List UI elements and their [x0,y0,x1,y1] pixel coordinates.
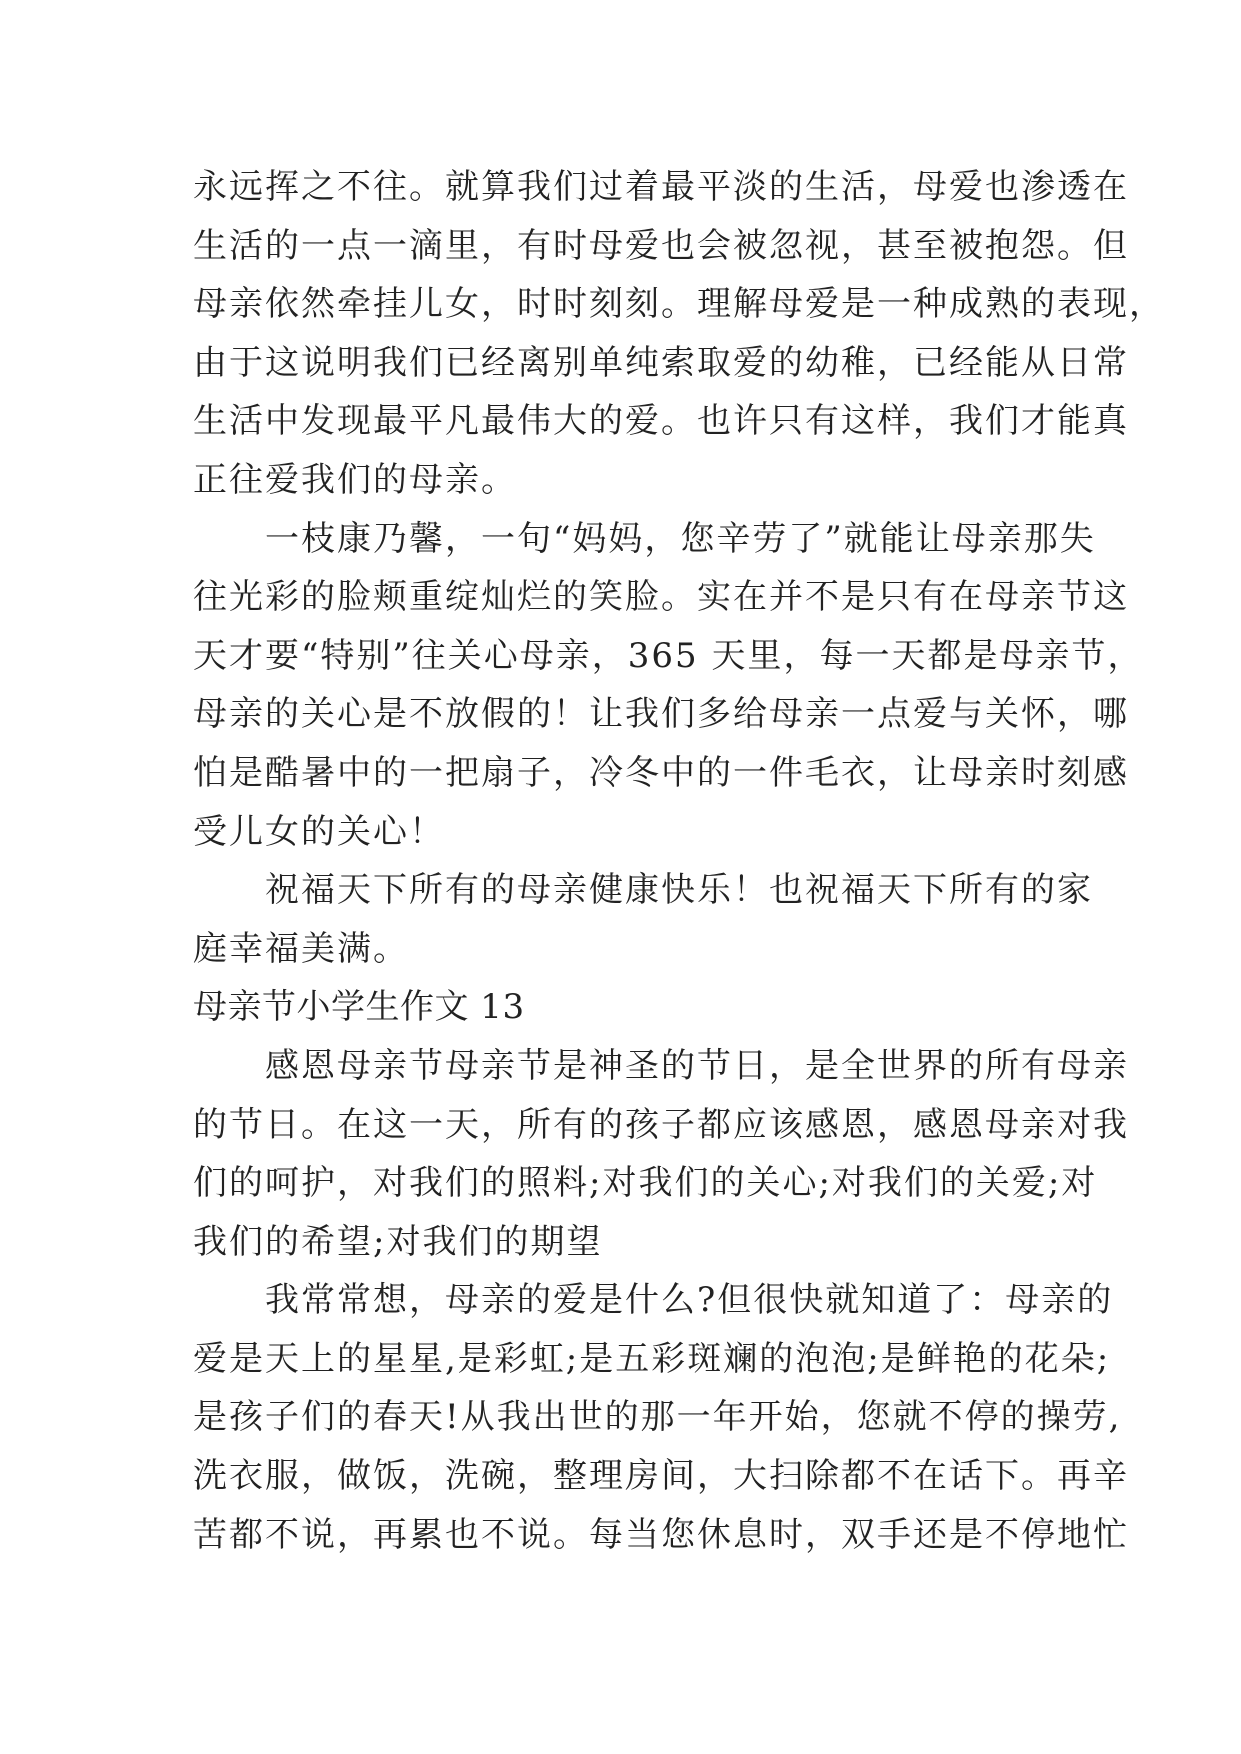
body-text-line: 苦都不说，再累也不说。每当您休息时，双手还是不停地忙 [193,1514,1129,1555]
body-text-line: 生活中发现最平凡最伟大的爱。也许只有这样，我们才能真 [193,401,1129,442]
body-text-line: 由于这说明我们已经离别单纯索取爱的幼稚，已经能从日常 [193,342,1129,383]
body-text-line: 往光彩的脸颊重绽灿烂的笑脸。实在并不是只有在母亲节这 [193,577,1129,618]
body-text-line: 感恩母亲节母亲节是神圣的节日，是全世界的所有母亲 [193,1045,1129,1086]
body-text-line: 天才要“特别”往关心母亲，365 天里，每一天都是母亲节， [193,635,1144,676]
body-text-line: 庭幸福美满。 [193,928,409,969]
body-text-line: 受儿女的关心！ [193,811,445,852]
body-text-line: 怕是酷暑中的一把扇子，冷冬中的一件毛衣，让母亲时刻感 [193,752,1129,793]
body-text-line: 一枝康乃馨，一句“妈妈，您辛劳了”就能让母亲那失 [193,518,1096,559]
body-text-line: 生活的一点一滴里，有时母爱也会被忽视，甚至被抱怨。但 [193,225,1129,266]
body-text-line: 的节日。在这一天，所有的孩子都应该感恩，感恩母亲对我 [193,1104,1129,1145]
body-text-line: 们的呵护，对我们的照料;对我们的关心;对我们的关爱;对 [193,1163,1098,1204]
body-text-line: 永远挥之不往。就算我们过着最平淡的生活，母爱也渗透在 [193,167,1129,207]
body-text-line: 我常常想，母亲的爱是什么?但很快就知道了：母亲的 [193,1280,1114,1321]
body-text-line: 母亲依然牵挂儿女，时时刻刻。理解母爱是一种成熟的表现， [193,284,1165,325]
body-text-line: 洗衣服，做饭，洗碗，整理房间，大扫除都不在话下。再辛 [193,1456,1129,1497]
body-text-line: 是孩子们的春天!从我出世的那一年开始，您就不停的操劳, [193,1397,1122,1438]
body-text-line: 我们的希望;对我们的期望 [193,1221,603,1262]
section-heading: 母亲节小学生作文 13 [193,987,525,1028]
body-text-line: 母亲的关心是不放假的！让我们多给母亲一点爱与关怀，哪 [193,694,1129,735]
body-text-line: 爱是天上的星星,是彩虹;是五彩斑斓的泡泡;是鲜艳的花朵; [193,1338,1111,1379]
body-text-line: 祝福天下所有的母亲健康快乐！也祝福天下所有的家 [193,870,1093,911]
body-text-line: 正往爱我们的母亲。 [193,459,517,500]
document-body [193,158,1165,1564]
